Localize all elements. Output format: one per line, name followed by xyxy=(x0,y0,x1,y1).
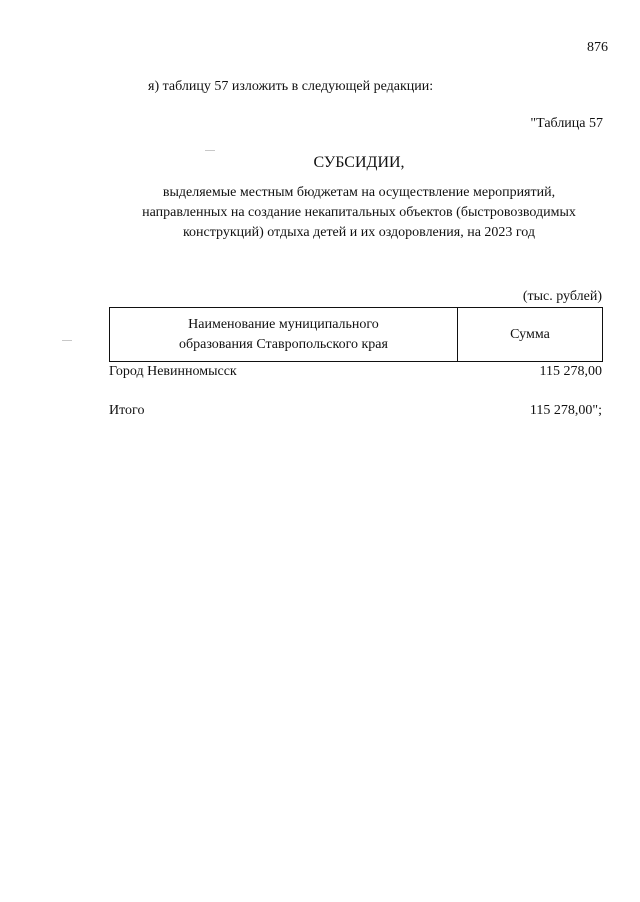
header-name-line: Наименование муниципального xyxy=(188,316,379,332)
table-header xyxy=(109,307,603,362)
scan-artifact xyxy=(62,340,72,341)
page-number: 876 xyxy=(587,40,608,55)
table-reference: "Таблица 57 xyxy=(530,116,603,131)
units-label: (тыс. рублей) xyxy=(522,289,602,304)
subtitle-line: направленных на создание некапитальных объектов (быстровозводимых xyxy=(142,205,576,220)
document-title: СУБСИДИИ, xyxy=(313,154,405,171)
total-row-name: Итого xyxy=(109,403,145,418)
intro-line: я) таблицу 57 изложить в следующей редакции: xyxy=(148,79,434,94)
subtitle-line: конструкций) отдыха детей и их оздоровления, на 2023 год xyxy=(182,225,536,240)
total-row-amount: 115 278,00"; xyxy=(529,403,602,418)
header-cell-amount: Сумма xyxy=(510,326,550,342)
subtitle-line: выделяемые местным бюджетам на осуществление мероприятий, xyxy=(162,185,556,200)
scan-artifact xyxy=(205,150,215,151)
header-name-line: образования Ставропольского края xyxy=(179,336,388,352)
table-row-amount: 115 278,00 xyxy=(539,364,602,379)
header-cell-name xyxy=(110,308,458,361)
table-row-name: Город Невинномысск xyxy=(109,364,237,379)
document-subtitle xyxy=(0,183,640,243)
